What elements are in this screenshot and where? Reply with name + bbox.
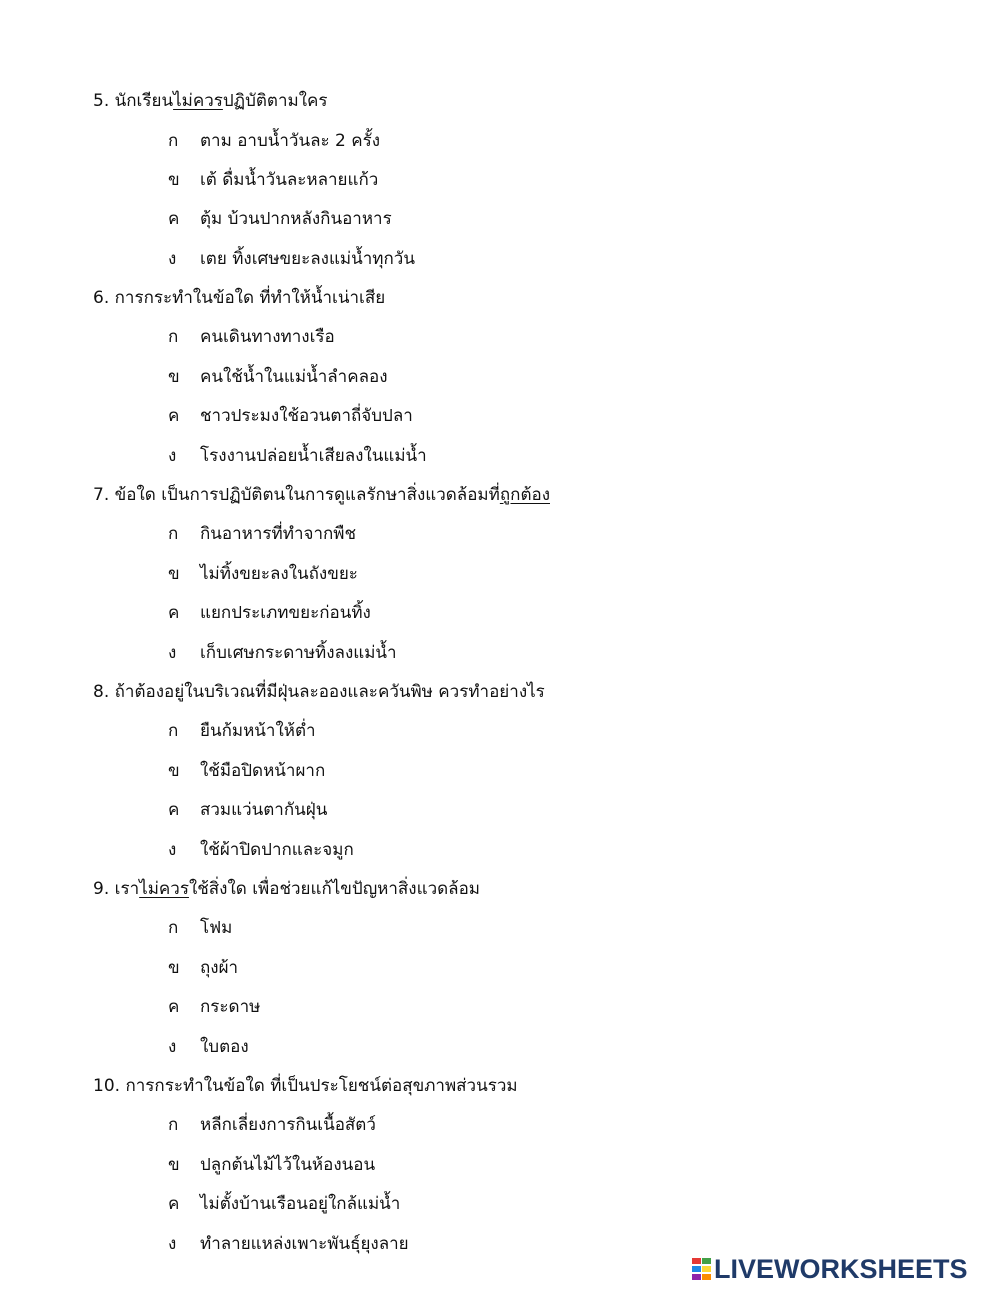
question-text-after: ใช้สิ่งใด เพื่อช่วยแก้ไขปัญหาสิ่งแวดล้อม [188, 879, 480, 899]
question-text: การกระทำในข้อใด ที่ทำให้น้ำเน่าเสีย [114, 288, 386, 308]
choice-letter: ข [168, 1155, 180, 1175]
choice-6-d[interactable] [168, 445, 427, 467]
choice-text: ตุ้ม บ้วนปากหลังกินอาหาร [200, 209, 392, 229]
question-5 [93, 90, 328, 112]
choice-7-b[interactable] [168, 563, 358, 585]
choice-text: ทำลายแหล่งเพาะพันธุ์ยุงลาย [200, 1234, 409, 1254]
choice-letter: ข [168, 170, 180, 190]
choice-7-c[interactable] [168, 602, 371, 624]
choice-10-b[interactable] [168, 1154, 375, 1176]
choice-letter: ค [168, 997, 180, 1017]
liveworksheets-blocks-icon [692, 1258, 712, 1280]
choice-8-d[interactable] [168, 839, 354, 861]
choice-9-a[interactable] [168, 917, 232, 939]
choice-letter: ก [168, 524, 179, 544]
choice-text: เตย ทิ้งเศษขยะลงแม่น้ำทุกวัน [200, 249, 415, 269]
choice-8-b[interactable] [168, 760, 325, 782]
choice-10-c[interactable] [168, 1193, 400, 1215]
choice-10-d[interactable] [168, 1233, 409, 1255]
question-text-after: ปฏิบัติตามใคร [222, 91, 328, 111]
choice-text: หลีกเลี่ยงการกินเนื้อสัตว์ [200, 1115, 376, 1135]
choice-letter: ค [168, 603, 180, 623]
choice-letter: ค [168, 800, 180, 820]
question-8 [93, 681, 545, 703]
choice-5-b[interactable] [168, 169, 378, 191]
question-text-underlined: ไม่ควร [139, 879, 189, 899]
choice-text: โฟม [200, 918, 233, 938]
question-number: 6. [93, 288, 110, 308]
question-text: ถ้าต้องอยู่ในบริเวณที่มีฝุ่นละอองและควันพิษ ควรทำอย่างไร [114, 682, 545, 702]
choice-text: ใช้มือปิดหน้าผาก [200, 761, 326, 781]
choice-text: ใบตอง [200, 1037, 249, 1057]
question-10 [93, 1075, 518, 1097]
question-text: การกระทำในข้อใด ที่เป็นประโยชน์ต่อสุขภาพส่วนรวม [125, 1076, 518, 1096]
choice-text: เก็บเศษกระดาษทิ้งลงแม่น้ำ [200, 643, 397, 663]
choice-letter: ข [168, 367, 180, 387]
choice-8-a[interactable] [168, 720, 316, 742]
choice-9-c[interactable] [168, 996, 260, 1018]
choice-text: ไม่ทิ้งขยะลงในถังขยะ [200, 564, 358, 584]
choice-letter: ง [168, 249, 177, 269]
choice-letter: ง [168, 840, 177, 860]
question-number: 5. [93, 91, 110, 111]
question-number: 9. [93, 879, 110, 899]
choice-7-d[interactable] [168, 642, 397, 664]
choice-5-a[interactable] [168, 130, 380, 152]
question-9 [93, 878, 480, 900]
choice-letter: ง [168, 643, 177, 663]
choice-text: แยกประเภทขยะก่อนทิ้ง [200, 603, 371, 623]
choice-text: ไม่ตั้งบ้านเรือนอยู่ใกล้แม่น้ำ [200, 1194, 401, 1214]
choice-9-d[interactable] [168, 1036, 249, 1058]
choice-5-d[interactable] [168, 248, 415, 270]
choice-text: คนใช้น้ำในแม่น้ำลำคลอง [200, 367, 388, 387]
choice-letter: ก [168, 918, 179, 938]
choice-letter: ง [168, 1037, 177, 1057]
choice-6-a[interactable] [168, 326, 335, 348]
question-text: เรา [114, 879, 140, 899]
choice-letter: ก [168, 327, 179, 347]
question-text-underlined: ถูกต้อง [499, 485, 550, 505]
choice-7-a[interactable] [168, 523, 356, 545]
question-text-underlined: ไม่ควร [173, 91, 223, 111]
choice-letter: ข [168, 761, 180, 781]
choice-letter: ก [168, 131, 179, 151]
question-number: 7. [93, 485, 110, 505]
choice-text: ใช้ผ้าปิดปากและจมูก [200, 840, 354, 860]
question-text: ข้อใด เป็นการปฏิบัติตนในการดูแลรักษาสิ่งแวดล้อมที่ [114, 485, 500, 505]
choice-text: คนเดินทางทางเรือ [200, 327, 335, 347]
question-text: นักเรียน [114, 91, 174, 111]
choice-letter: ก [168, 721, 179, 741]
choice-letter: ค [168, 406, 180, 426]
choice-letter: ง [168, 446, 177, 466]
choice-letter: ค [168, 1194, 180, 1214]
choice-text: ถุงผ้า [200, 958, 239, 978]
choice-8-c[interactable] [168, 799, 327, 821]
question-number: 8. [93, 682, 110, 702]
question-7 [93, 484, 550, 506]
choice-text: เต้ ดื่มน้ำวันละหลายแก้ว [200, 170, 379, 190]
choice-letter: ข [168, 564, 180, 584]
choice-9-b[interactable] [168, 957, 238, 979]
choice-5-c[interactable] [168, 208, 392, 230]
choice-text: โรงงานปล่อยน้ำเสียลงในแม่น้ำ [200, 446, 427, 466]
liveworksheets-logo [692, 1256, 968, 1282]
question-number: 10. [93, 1076, 121, 1096]
question-6 [93, 287, 385, 309]
choice-letter: ค [168, 209, 180, 229]
choice-10-a[interactable] [168, 1114, 376, 1136]
choice-text: ชาวประมงใช้อวนตาถี่จับปลา [200, 406, 413, 426]
choice-6-b[interactable] [168, 366, 388, 388]
choice-6-c[interactable] [168, 405, 413, 427]
choice-text: ตาม อาบน้ำวันละ 2 ครั้ง [200, 131, 381, 151]
choice-text: สวมแว่นตากันฝุ่น [200, 800, 328, 820]
choice-letter: ข [168, 958, 180, 978]
choice-letter: ง [168, 1234, 177, 1254]
liveworksheets-wordmark: LIVEWORKSHEETS [714, 1254, 968, 1284]
choice-text: ปลูกต้นไม้ไว้ในห้องนอน [200, 1155, 376, 1175]
choice-text: กินอาหารที่ทำจากพืช [200, 524, 357, 544]
choice-letter: ก [168, 1115, 179, 1135]
choice-text: ยืนก้มหน้าให้ต่ำ [200, 721, 316, 741]
choice-text: กระดาษ [200, 997, 261, 1017]
